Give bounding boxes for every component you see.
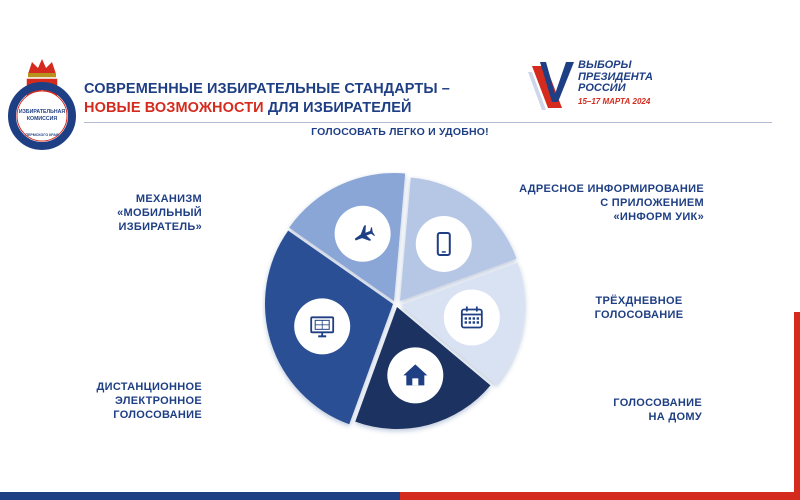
title-rest: ДЛЯ ИЗБИРАТЕЛЕЙ xyxy=(263,100,412,116)
label-mobile-line-1: МЕХАНИЗМ xyxy=(135,193,202,205)
subtitle: ГОЛОСОВАТЬ ЛЕГКО И УДОБНО! xyxy=(311,126,489,138)
icon-circle-inform xyxy=(416,216,472,272)
emblem-text-1: ИЗБИРАТЕЛЬНАЯ xyxy=(18,109,66,115)
page-title xyxy=(84,80,524,118)
bottom-bar-red xyxy=(400,492,800,500)
crown-icon xyxy=(28,59,56,78)
label-remote-voting xyxy=(64,380,202,422)
icon-circle-three-day xyxy=(444,289,500,345)
label-three-day-line-2: ГОЛОСОВАНИЕ xyxy=(594,309,684,321)
label-mobile-voter xyxy=(96,192,202,234)
label-remote-line-2: ЭЛЕКТРОННОЕ xyxy=(115,395,202,407)
voting-options-diagram xyxy=(262,172,532,438)
label-inform-line-1: АДРЕСНОЕ ИНФОРМИРОВАНИЕ xyxy=(519,183,704,195)
right-bar-red xyxy=(794,312,800,500)
label-remote-line-1: ДИСТАНЦИОННОЕ xyxy=(96,381,202,393)
emblem-text-2: КОМИССИЯ xyxy=(26,116,58,122)
label-home-line-2: НА ДОМУ xyxy=(648,411,702,423)
title-divider xyxy=(84,122,772,123)
label-three-day-line-1: ТРЁХДНЕВНОЕ xyxy=(595,295,683,307)
title-line-2 xyxy=(84,99,524,118)
title-highlight: НОВЫЕ ВОЗМОЖНОСТИ xyxy=(84,100,264,116)
label-three-day-voting xyxy=(580,294,698,322)
emblem-text-3: ПЕРМСКОГО КРАЯ xyxy=(25,133,59,137)
logo-dates: 15–17 МАРТА 2024 xyxy=(578,96,651,106)
label-inform-line-3: «ИНФОРМ УИК» xyxy=(613,211,704,223)
label-remote-line-3: ГОЛОСОВАНИЕ xyxy=(113,409,202,421)
label-home-voting xyxy=(580,396,702,424)
logo-line-2: ПРЕЗИДЕНТА xyxy=(578,70,653,83)
label-mobile-line-2: «МОБИЛЬНЫЙ xyxy=(117,207,202,219)
bottom-bar-blue xyxy=(0,492,400,500)
logo-line-1: ВЫБОРЫ xyxy=(578,59,632,71)
election-commission-emblem xyxy=(8,56,76,152)
elections-logo-text xyxy=(578,60,653,107)
label-home-line-1: ГОЛОСОВАНИЕ xyxy=(613,397,702,409)
title-line-1: СОВРЕМЕННЫЕ ИЗБИРАТЕЛЬНЫЕ СТАНДАРТЫ – xyxy=(84,81,450,97)
label-mobile-line-3: ИЗБИРАТЕЛЬ» xyxy=(118,221,202,233)
logo-line-3: РОССИИ xyxy=(578,82,626,94)
label-inform-line-2: С ПРИЛОЖЕНИЕМ xyxy=(600,197,704,209)
